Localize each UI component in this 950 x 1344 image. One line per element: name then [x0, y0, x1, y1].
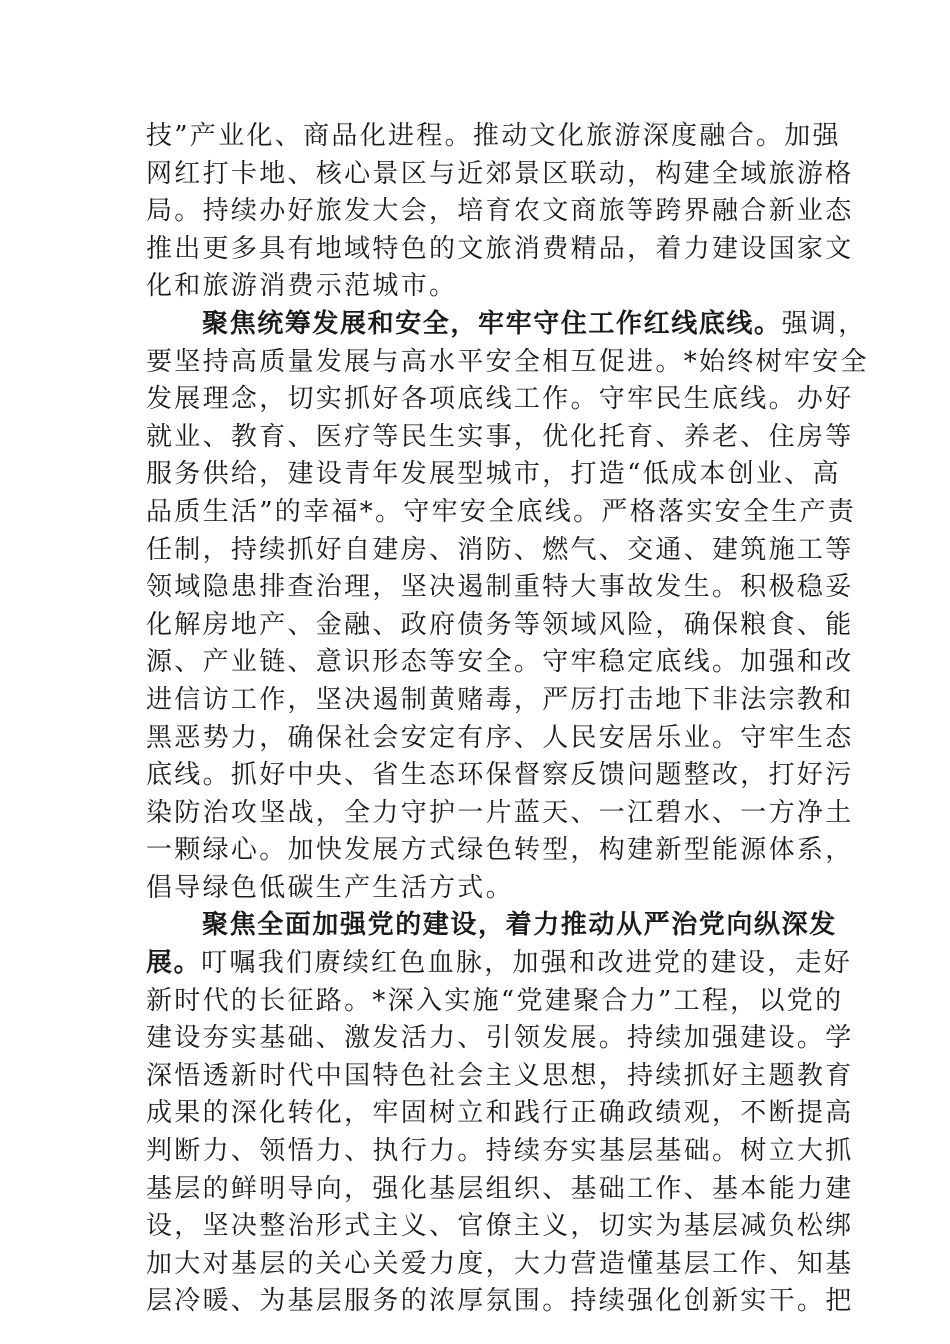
- text-line: 底线。抓好中央、省生态环保督察反馈问题整改，打好污: [146, 760, 854, 791]
- text-line: 层冷暖、为基层服务的浓厚氛围。持续强化创新实干。把: [146, 1286, 854, 1317]
- text-line: 倡导绿色低碳生产生活方式。: [146, 872, 514, 903]
- text-line: 就业、教育、医疗等民生实事，优化托育、养老、住房等: [146, 421, 854, 452]
- text-line: 服务供给，建设青年发展型城市，打造“低成本创业、高: [146, 459, 841, 490]
- text-line: 新时代的长征路。*深入实施“党建聚合力”工程，以党的: [146, 985, 844, 1016]
- paragraph-heading-continued: 展。: [146, 948, 202, 979]
- text-line: 化解房地产、金融、政府债务等领域风险，确保粮食、能: [146, 609, 854, 640]
- text-line: 发展理念，切实抓好各项底线工作。守牢民生底线。办好: [146, 384, 854, 415]
- text-line: 任制，持续抓好自建房、消防、燃气、交通、建筑施工等: [146, 534, 854, 565]
- text-line: 推出更多具有地域特色的文旅消费精品，着力建设国家文: [146, 233, 854, 264]
- text-line: 基层的鲜明导向，强化基层组织、基础工作、基本能力建: [146, 1173, 854, 1204]
- text-line: 领域隐患排查治理，坚决遏制重特大事故发生。积极稳妥: [146, 572, 854, 603]
- text-line: 判断力、领悟力、执行力。持续夯实基层基础。树立大抓: [146, 1136, 854, 1167]
- text-line: 一颗绿心。加快发展方式绿色转型，构建新型能源体系，: [146, 835, 854, 866]
- text-line: 品质生活”的幸福*。守牢安全底线。严格落实安全生产责: [146, 496, 857, 527]
- text-line: 化和旅游消费示范城市。: [146, 271, 458, 302]
- text-line: 建设夯实基础、激发活力、引领发展。持续加强建设。学: [146, 1023, 854, 1054]
- text-line: 染防治攻坚战，全力守护一片蓝天、一江碧水、一方净土: [146, 797, 854, 828]
- text-line: 进信访工作，坚决遏制黄赌毒，严厉打击地下非法宗教和: [146, 684, 854, 715]
- text-line: [146, 306, 867, 344]
- text-line: 技”产业化、商品化进程。推动文化旅游深度融合。加强: [146, 121, 841, 151]
- text-line: 黑恶势力，确保社会安定有序、人民安居乐业。守牢生态: [146, 722, 854, 753]
- text-run: 叮嘱我们赓续红色血脉，加强和改进党的建设，走好: [201, 948, 853, 979]
- text-line: 要坚持高质量发展与高水平安全相互促进。*始终树牢安全: [146, 346, 869, 377]
- text-line: [146, 945, 853, 983]
- paragraph-culture-tourism: [146, 118, 854, 306]
- body-text: [146, 118, 869, 1321]
- text-line: 设，坚决整治形式主义、官僚主义，切实为基层减负松绑: [146, 1211, 854, 1242]
- paragraph-development-security: [146, 306, 869, 908]
- text-run: 强调，: [781, 308, 867, 339]
- text-line: 局。持续办好旅发大会，培育农文商旅等跨界融合新业态: [146, 196, 854, 227]
- text-line: 深悟透新时代中国特色社会主义思想，持续抓好主题教育: [146, 1060, 854, 1091]
- text-line: [146, 907, 837, 945]
- text-line: 成果的深化转化，牢固树立和践行正确政绩观，不断提高: [146, 1098, 854, 1129]
- text-line: 加大对基层的关心关爱力度，大力营造懂基层工作、知基: [146, 1248, 854, 1279]
- paragraph-heading: 聚焦全面加强党的建设，着力推动从严治党向纵深发: [202, 910, 837, 941]
- text-line: 源、产业链、意识形态等安全。守牢稳定底线。加强和改: [146, 647, 854, 678]
- text-line: 网红打卡地、核心景区与近郊景区联动，构建全域旅游格: [146, 158, 854, 189]
- paragraph-party-building: [146, 907, 854, 1321]
- paragraph-heading: 聚焦统筹发展和安全，牢牢守住工作红线底线。: [202, 308, 782, 339]
